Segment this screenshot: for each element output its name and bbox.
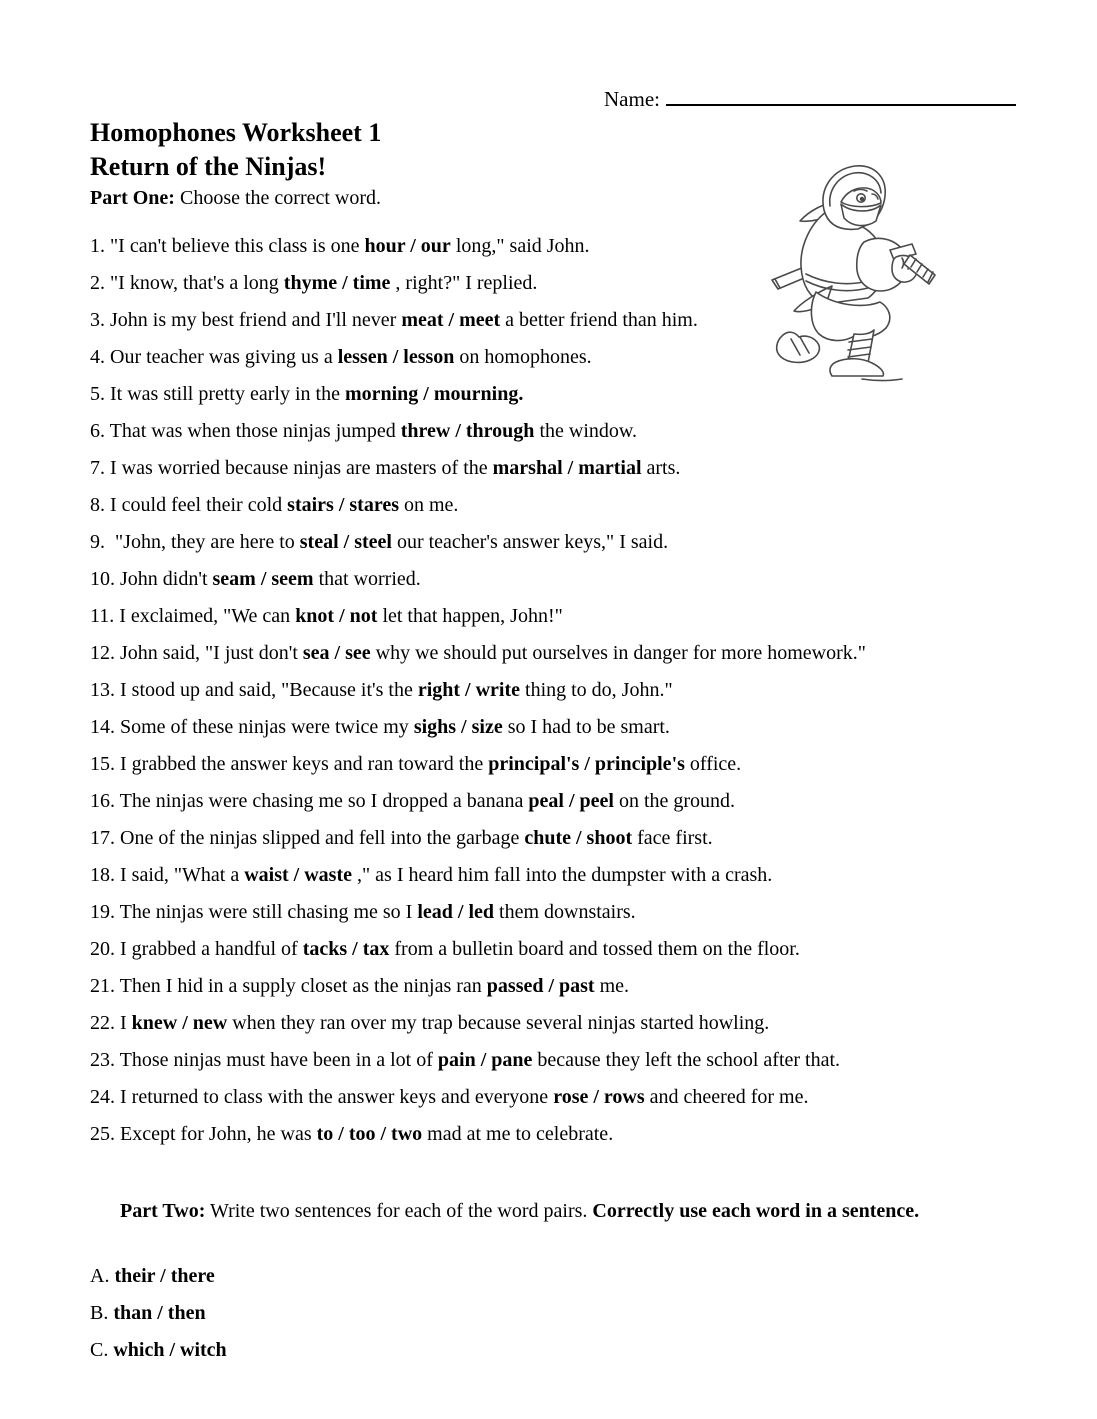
question-item [90,642,1040,664]
question-item [90,457,1040,479]
question-item [90,938,1040,960]
questions-list [90,235,1040,1145]
question-number: 18. [90,864,115,886]
question-number: 1. [90,235,105,257]
homophone-choices: marshal / martial [492,457,642,479]
question-item [90,309,1040,331]
sentence-text: and cheered for me. [644,1086,809,1108]
sentence-text: me. [594,975,630,997]
sentence-text: why we should put ourselves in danger for more homework." [370,642,866,664]
question-item [90,531,1040,553]
homophone-choices: stairs / stares [287,494,399,516]
question-number: 22. [90,1012,115,1034]
question-number: 2. [90,272,105,294]
sentence-text: "I know, that's a long [105,272,284,294]
question-number: 8. [90,494,105,516]
sentence-text: I could feel their cold [105,494,288,516]
part-one-text: Choose the correct word. [174,187,382,209]
sentence-text: let that happen, John!" [377,605,563,627]
sentence-text: that worried. [313,568,421,590]
worksheet-content [90,0,1040,1376]
question-number: 9. [90,531,105,553]
sentence-text: when they ran over my trap because several ninjas started howling. [227,1012,770,1034]
question-number: 24. [90,1086,115,1108]
question-item [90,753,1040,775]
homophone-choices: rose / rows [553,1086,645,1108]
sentence-text: John didn't [115,568,213,590]
question-number: 15. [90,753,115,775]
part-two-text-bold: Correctly use each word in a sentence. [592,1200,920,1222]
question-item [90,605,1040,627]
sentence-text: thing to do, John." [520,679,673,701]
question-item [90,716,1040,738]
homophone-choices: to / too / two [316,1123,423,1145]
question-number: 12. [90,642,115,664]
question-number: 25. [90,1123,115,1145]
question-item [90,346,1040,368]
question-item [90,383,1040,405]
question-number: 10. [90,568,115,590]
homophone-choices: sighs / size [413,716,503,738]
homophone-choices: passed / past [486,975,595,997]
question-number: 21. [90,975,115,997]
homophone-choices: thyme / time [283,272,391,294]
homophone-choices: right / write [417,679,521,701]
sentence-text: John is my best friend and I'll never [105,309,402,331]
question-item [90,494,1040,516]
sentence-text: I exclaimed, "We can [114,605,296,627]
sentence-text: John said, "I just don't [115,642,303,664]
part-one-instruction [90,187,1040,209]
title-line-2: Return of the Ninjas! [90,152,327,181]
sentence-text: them downstairs. [494,901,636,923]
question-item [90,420,1040,442]
sentence-text: I grabbed the answer keys and ran toward the [115,753,489,775]
sentence-text: on me. [399,494,459,516]
word-pair-item [90,1339,1040,1361]
sentence-text: Those ninjas must have been in a lot of [115,1049,438,1071]
sentence-text: I [115,1012,132,1034]
homophone-choices: steal / steel [299,531,392,553]
sentence-text: long," said John. [450,235,590,257]
word-pairs-list [90,1265,1040,1361]
homophone-choices: tacks / tax [302,938,390,960]
sentence-text: Then I hid in a supply closet as the ninjas ran [115,975,487,997]
title-line-1: Homophones Worksheet 1 [90,118,382,147]
sentence-text: on homophones. [454,346,592,368]
homophone-choices: lessen / lesson [337,346,455,368]
question-item [90,901,1040,923]
question-number: 20. [90,938,115,960]
sentence-text: The ninjas were chasing me so I dropped a banana [115,790,529,812]
sentence-text: I grabbed a handful of [115,938,303,960]
homophone-choices: knew / new [131,1012,228,1034]
sentence-text: a better friend than him. [500,309,698,331]
sentence-text: The ninjas were still chasing me so I [115,901,418,923]
question-item [90,827,1040,849]
sentence-text: on the ground. [613,790,736,812]
question-number: 3. [90,309,105,331]
sentence-text: Some of these ninjas were twice my [115,716,414,738]
question-item [90,790,1040,812]
homophone-choices: seam / seem [212,568,314,590]
sentence-text: the window. [534,420,638,442]
homophone-choices: sea / see [302,642,371,664]
homophone-choices: meat / meet [401,309,501,331]
sentence-text: so I had to be smart. [502,716,670,738]
sentence-text: I was worried because ninjas are masters of the [105,457,493,479]
question-number: 11. [90,605,115,627]
question-item [90,1123,1040,1145]
sentence-text: , right?" I replied. [390,272,538,294]
question-item [90,1086,1040,1108]
question-item [90,272,1040,294]
question-number: 13. [90,679,115,701]
word-pair-item [90,1302,1040,1324]
homophone-choices: waist / waste [244,864,352,886]
sentence-text: One of the ninjas slipped and fell into the garbage [115,827,525,849]
sentence-text: face first. [632,827,713,849]
sentence-text: I said, "What a [115,864,245,886]
part-two-label: Part Two: [120,1200,206,1222]
sentence-text: from a bulletin board and tossed them on the floor. [389,938,800,960]
pair-letter: C. [90,1339,114,1361]
homophone-choices: peal / peel [528,790,614,812]
sentence-text: I stood up and said, "Because it's the [115,679,418,701]
word-pair-item [90,1265,1040,1287]
question-number: 23. [90,1049,115,1071]
question-number: 6. [90,420,105,442]
homophone-choices: hour / our [364,235,451,257]
homophone-choices: chute / shoot [524,827,633,849]
question-item [90,864,1040,886]
sentence-text: our teacher's answer keys," I said. [391,531,669,553]
pair-letter: A. [90,1265,115,1287]
sentence-text: mad at me to celebrate. [422,1123,614,1145]
question-number: 4. [90,346,105,368]
sentence-text: Except for John, he was [115,1123,317,1145]
sentence-text: office. [684,753,742,775]
question-number: 14. [90,716,115,738]
question-item [90,679,1040,701]
sentence-text: That was when those ninjas jumped [105,420,401,442]
question-item [90,235,1040,257]
name-label: Name: [604,87,660,111]
sentence-text: It was still pretty early in the [105,383,345,405]
question-number: 16. [90,790,115,812]
pair-words: which / witch [113,1339,227,1361]
question-item [90,1012,1040,1034]
pair-words: their / there [114,1265,215,1287]
question-item [90,1049,1040,1071]
sentence-text: "John, they are here to [105,531,300,553]
homophone-choices: principal's / principle's [488,753,685,775]
homophone-choices: threw / through [400,420,535,442]
question-number: 7. [90,457,105,479]
homophone-choices: pain / pane [437,1049,533,1071]
question-number: 5. [90,383,105,405]
sentence-text: Our teacher was giving us a [105,346,338,368]
part-one-label: Part One: [90,187,175,209]
homophone-choices: lead / led [417,901,495,923]
sentence-text: because they left the school after that. [532,1049,841,1071]
question-number: 19. [90,901,115,923]
sentence-text: "I can't believe this class is one [105,235,365,257]
pair-words: than / then [113,1302,206,1324]
sentence-text: I returned to class with the answer keys and everyone [115,1086,554,1108]
homophone-choices: morning / mourning. [344,383,524,405]
sentence-text: arts. [641,457,681,479]
question-number: 17. [90,827,115,849]
worksheet-title [90,0,1040,184]
sentence-text: ," as I heard him fall into the dumpster with a crash. [352,864,773,886]
question-item [90,975,1040,997]
part-two-text: Write two sentences for each of the word pairs. [205,1200,593,1222]
part-two-instruction [90,1178,1040,1244]
question-item [90,568,1040,590]
homophone-choices: knot / not [295,605,378,627]
pair-letter: B. [90,1302,114,1324]
